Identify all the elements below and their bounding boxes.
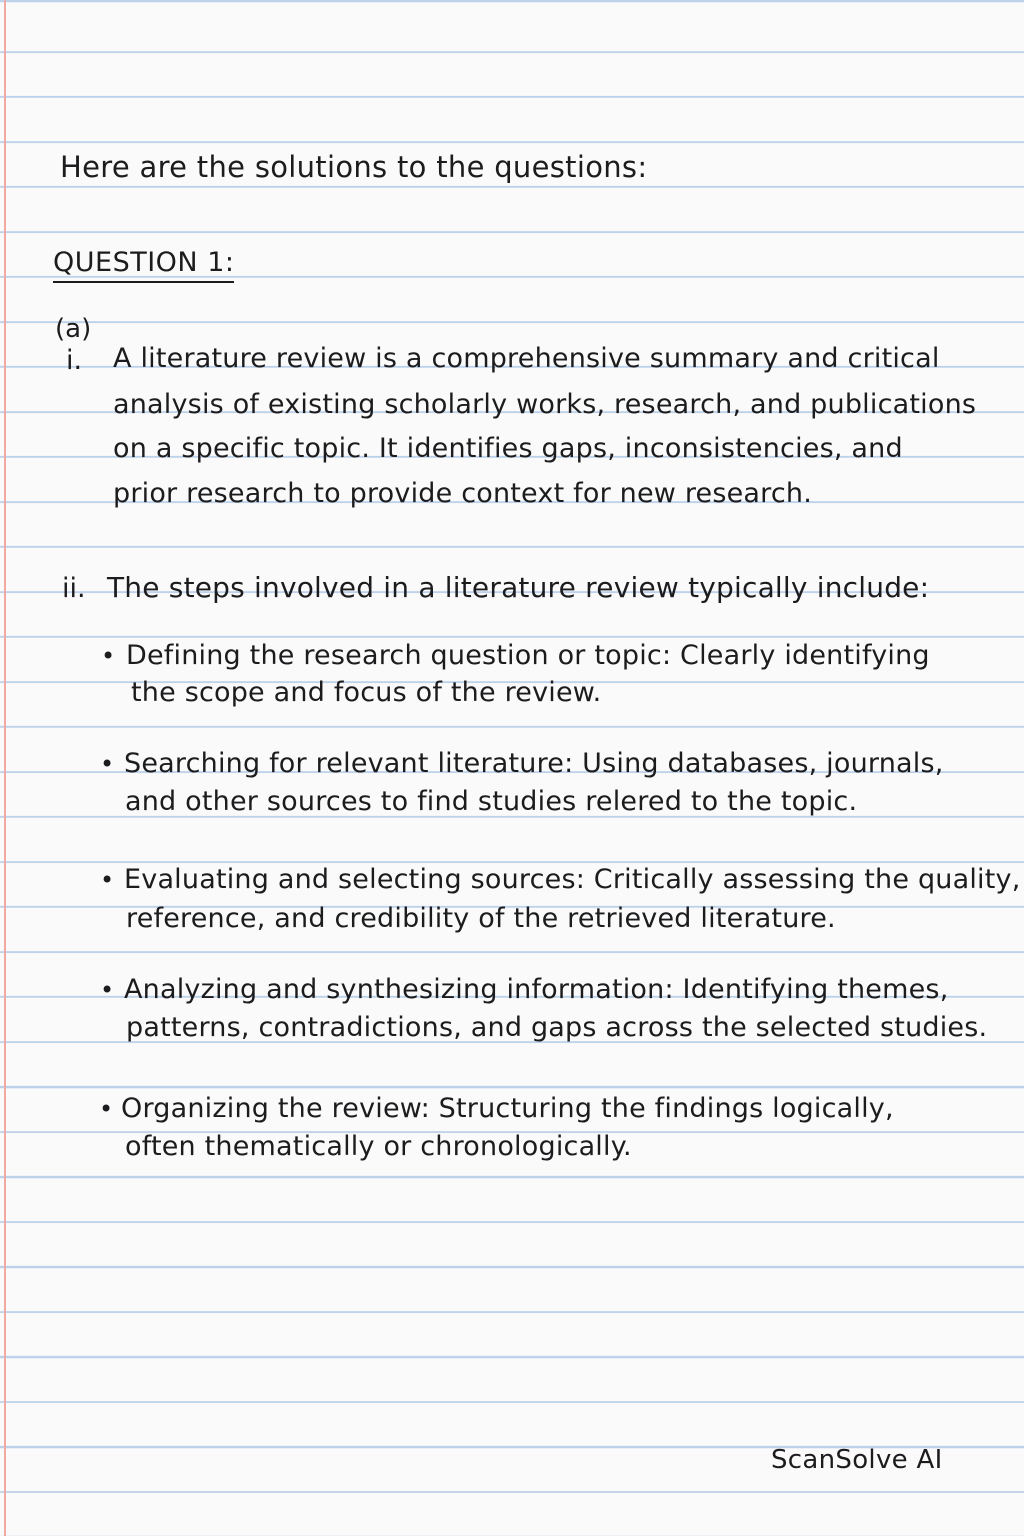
bullet-marker: •: [101, 642, 116, 670]
item-ii-number: ii.: [62, 573, 86, 604]
bullet-marker: •: [100, 866, 115, 894]
step-line: and other sources to find studies relered to the topic.: [125, 786, 858, 817]
part-label: (a): [55, 314, 92, 344]
bullet-marker: •: [99, 1095, 114, 1123]
step-line: patterns, contradictions, and gaps across the selected studies.: [126, 1012, 988, 1043]
item-ii-intro: The steps involved in a literature review typically include:: [107, 571, 930, 604]
step-line: Analyzing and synthesizing information: Identifying themes,: [124, 974, 949, 1005]
step-line: often thematically or chronologically.: [125, 1131, 632, 1162]
step-line: Organizing the review: Structuring the findings logically,: [121, 1093, 894, 1124]
item-i-line: A literature review is a comprehensive summary and critical: [113, 343, 940, 374]
bullet-marker: •: [100, 750, 115, 778]
brand-footer: ScanSolve AI: [771, 1445, 943, 1475]
step-line: Searching for relevant literature: Using databases, journals,: [124, 748, 944, 779]
item-i-line: on a specific topic. It identifies gaps, inconsistencies, and: [113, 433, 903, 464]
step-line: reference, and credibility of the retrieved literature.: [126, 903, 836, 934]
step-line: Defining the research question or topic: Clearly identifying: [126, 640, 930, 671]
step-line: the scope and focus of the review.: [131, 677, 602, 708]
item-i-number: i.: [66, 345, 83, 376]
question-heading: QUESTION 1:: [53, 247, 234, 283]
item-i-line: analysis of existing scholarly works, research, and publications: [113, 389, 977, 420]
bullet-marker: •: [100, 976, 115, 1004]
item-i-line: prior research to provide context for new research.: [113, 478, 813, 509]
step-line: Evaluating and selecting sources: Critically assessing the quality,: [124, 864, 1021, 895]
intro-text: Here are the solutions to the questions:: [60, 150, 648, 184]
